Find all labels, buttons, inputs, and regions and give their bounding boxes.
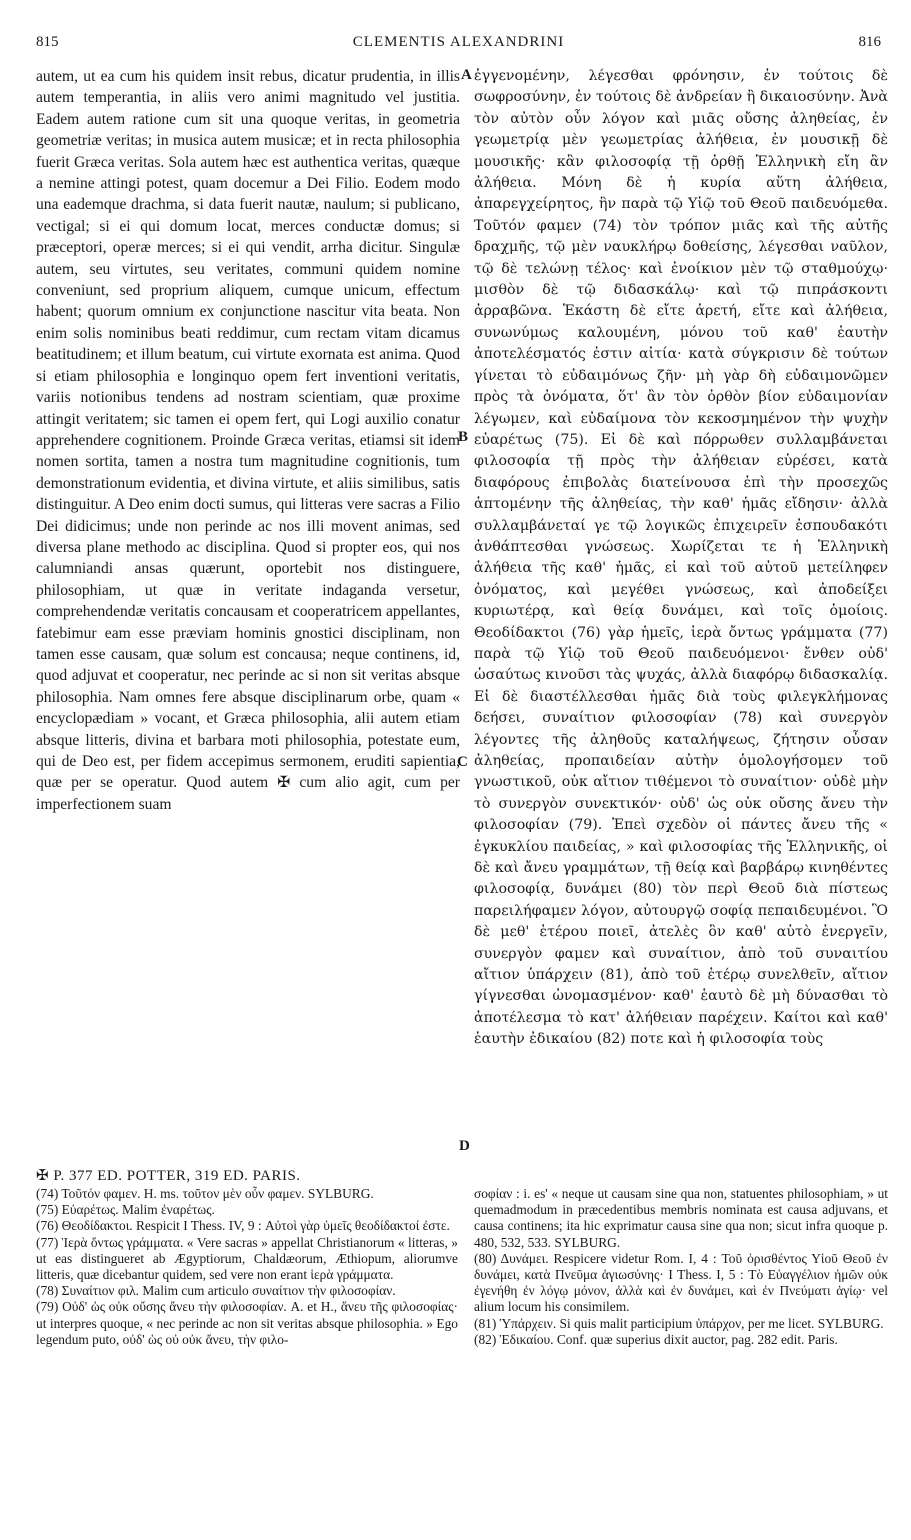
- greek-column: [474, 66, 888, 1051]
- margin-letter-b: B: [458, 429, 469, 445]
- right-page-number: 816: [858, 34, 881, 50]
- footnote: σοφίαν : i. es' « neque ut causam sine qua non, statuentes philosophiam, » ut quemadmodum in præcedentibus membris nominata est causa adjuvans, et causa continens; ita hic exprimatur causa sine qua non; sicut infra quoque p. 480, 532, 533. SYLBURG.: [474, 1186, 888, 1250]
- running-title: CLEMENTIS ALEXANDRINI: [352, 34, 565, 50]
- latin-paragraph: autem, ut ea cum his quidem insit rebus, dicatur prudentia, in illis autem temperantia, in aliis vero animi magnitudo vel justitia. Eadem autem ratione cum sit una quoque veritas, in geometria geometriæ veritas; in musica autem musicæ; et in recta philosophia fuerit Græca veritas. Sola autem hæc est authentica veritas, quæque a nemine attingi potest, quam docemur a Dei Filio. Eodem modo una eademque drachma, si data fuerit nautæ, naulum; si publicano, vectigal; si ei qui domum locat, merces conductæ domus; si præceptori, operæ merces; si ei qui vendit, arrha dicitur. Singulæ autem, seu virtutes, seu veritates, communi quidem nomine conveniunt, sed proprium aliquem, cumque unicum, effectum habent; quorum omnium ex conjunctione nascitur vita beata. Non enim solis nominibus beati reddimur, cum rectam vitam dicamus beatitudinem; et illum beatum, cui virtute exornata est anima. Quod si etiam philosophia e longinquo opem fert inventioni veritatis, variis notionibus tendens ad nostram scientiam, quæ proxime attingit veritatem; sic tamen ei opem fert, qui Logi auxilio conatur apprehendere cognitionem. Proinde Græca veritas, etiamsi sit idem nomen sortita, tamen a nostra tum magnitudine cognitionis, tum demonstrationum evidentia, et divina virtute, et aliis similibus, satis distinguitur. A Deo enim docti sumus, qui litteras vere sacras a Filio Dei didicimus; unde non perinde ac nos illi movent animas, sed diversa plane methodo ac disciplina. Quod si propter eos, qui nos calumniandi ansas quærunt, oportebit nos distinguere, philosophiam, ut quæ in veritate indaganda versetur, comprehendendæ veritatis concausam et cooperatricem appellantes, fatebimur eam esse præviam hominis gnostici disciplinam, non tamen esse causam, quæ solum est concausa; neque continens, id, quod adjuvat et cooperatur, nec perinde ac si non sit veritas absque philosophia. Nam omnes fere absque disciplinarum orbe, quam « encyclopædiam » vocant, et Græca philosophia, alii autem etiam absque litteris, divina et barbara moti philosophia, potestate eum, qui de Deo est, per fidem accepimus sermonem, eruditi sapientia, quæ per se operatur. Quod autem ✠ cum alio agit, cum per imperfectionem suam: [36, 68, 460, 813]
- latin-column: [36, 66, 460, 815]
- left-page-number: 815: [36, 34, 59, 50]
- footnotes-left: [36, 1186, 458, 1348]
- footnote: (81) Ὑπάρχειν. Si quis malit participium ὑπάρχον, per me licet. SYLBURG.: [474, 1315, 884, 1331]
- margin-letter-c: C: [457, 754, 468, 770]
- footnote: (82) Ἐδικαίου. Conf. quæ superius dixit auctor, pag. 282 edit. Paris.: [474, 1331, 838, 1347]
- margin-letter-d: D: [459, 1138, 470, 1154]
- greek-paragraph: ἐγγενομένην, λέγεσθαι φρόνησιν, ἐν τούτοις δὲ σωφροσύνην, ἐν τούτοις δὲ ἀνδρείαν ἢ δικαιοσύνην. Ἀνὰ τὸν αὐτὸν οὖν λόγον καὶ μιᾶς οὔσης ἀληθείας, ἐν γεωμετρίᾳ μὲν γεωμετρίας ἀλήθεια, ἐν μουσικῇ δὲ μουσικῆς· κἂν φιλοσοφίᾳ τῇ ὀρθῇ Ἑλληνικὴ εἴη ἂν ἀλήθεια. Μόνη δὲ ἡ κυρία αὕτη ἀλήθεια, ἀπαρεγχείρητος, ἣν παρὰ τῷ Υἱῷ τοῦ Θεοῦ παιδευόμεθα. Τοῦτόν φαμεν (74) τὸν τρόπον μιᾶς καὶ τῆς αὐτῆς δραχμῆς, τῷ μὲν ναυκλήρῳ δοθείσης, λέγεσθαι ναῦλον, τῷ δὲ τελώνῃ τέλος· καὶ ἐνοίκιον μὲν τῷ σταθμούχῳ· μισθὸν δὲ τῷ διδασκάλῳ· καὶ τῷ πιπράσκοντι ἀρραβῶνα. Ἑκάστη δὲ εἴτε ἀρετή, εἴτε καὶ ἀλήθεια, συνωνύμως καλουμένη, μόνου τοῦ καθ' ἑαυτὴν ἀποτελέσματός ἐστιν αἰτία· κατὰ σύγκρισιν δὲ τούτων γίνεται τὸ εὐδαιμόνως ζῆν· μὴ γὰρ δὴ εὐδαιμονῶμεν πρὸς τὰ ὀνόματα, ὅτ' ἂν τὸν ὀρθὸν βίον εὐδαιμονίαν λέγωμεν, καὶ εὐδαίμονα τὸν κεκοσμημένον τὴν ψυχὴν εὐαρέτως (75). Εἰ δὲ καὶ πόρρωθεν συλλαμβάνεται φιλοσοφία τῇ πρὸς τὴν ἀλήθειαν εὑρέσει, κατὰ διαφόρους ἐπιβολὰς διατείνουσα ἐπὶ τὴν προσεχῶς ἁπτομένην τῆς ἀληθείας, τὴν καθ' ἡμᾶς εἴδησιν· ἀλλὰ συλλαμβάνεταί γε τῷ λογικῶς ἐπιχειρεῖν ἐσπουδακότι ἀνθάπτεσθαι γνώσεως. Χωρίζεται τε ἡ Ἑλληνικὴ ἀλήθεια τῆς καθ' ἡμᾶς, εἰ καὶ τοῦ αὐτοῦ μετείληφεν ὀνόματος, καὶ μεγέθει γνώσεως, καὶ ἀποδείξει κυριωτέρᾳ, καὶ θείᾳ δυνάμει, καὶ τοῖς ὁμοίοις. Θεοδίδακτοι (76) γὰρ ἡμεῖς, ἱερὰ ὄντως γράμματα (77) παρὰ τῷ Υἱῷ τοῦ Θεοῦ παιδευόμενοι· ἔνθεν οὐδ' ὡσαύτως κινοῦσι τὰς ψυχάς, ἀλλὰ διαφόρῳ διδασκαλίᾳ. Εἰ δὲ διαστέλλεσθαι ἡμᾶς διὰ τοὺς φιλεγκλήμονας δεήσει, συναίτιον φιλοσοφίαν (78) καὶ συνεργὸν λέγοντες τῆς ἀληθοῦς καταλήψεως, ζήτησιν οὖσαν ἀληθείας, προπαιδείαν αὐτὴν ὁμολογήσομεν τοῦ γνωστικοῦ, οὐκ αἴτιον τιθέμενοι τὸ συναίτιον· οὐδὲ μὴν τὸ συνεργὸν συνεκτικόν· οὐδ' ὡς οὐκ οὔσης ἄνευ τὴν φιλοσοφίαν (79). Ἐπεὶ σχεδὸν οἱ πάντες ἄνευ τῆς « ἐγκυκλίου παιδείας, » καὶ φιλοσοφίας τῆς Ἑλληνικῆς, οἱ δὲ καὶ ἄνευ γραμμάτων, τῇ θείᾳ καὶ βαρβάρῳ κινηθέντες φιλοσοφίᾳ, δυνάμει (80) τὸν περὶ Θεοῦ διὰ πίστεως παρειλήφαμεν λόγον, αὐτουργῷ σοφίᾳ πεπαιδευμένοι. Ὃ δὲ μεθ' ἑτέρου ποιεῖ, ἀτελὲς ὂν καθ' αὑτὸ ἐνεργεῖν, συνεργὸν φαμεν καὶ συναίτιον, ἀπὸ τοῦ συναιτίου αἴτιον ὑπάρχειν (81), ἀπὸ τοῦ ἑτέρῳ συνελθεῖν, αἴτιον γίγνεσθαι ὠνομασμένον· καθ' ἑαυτὸ δὲ μὴ δύνασθαι τὸ ἀποτέλεσμα τὸ κατ' ἀλήθειαν παρέχειν. Καίτοι καὶ καθ' ἑαυτὴν ἐδικαίου (82) ποτε καὶ ἡ φιλοσοφία τοὺς: [474, 68, 888, 1048]
- footnote: (79) Οὐδ' ὡς οὐκ οὔσης ἄνευ τὴν φιλοσοφίαν. A. et H., ἄνευ τῆς φιλοσοφίας· ut interpres quoque, « nec perinde ac non sit veritas absque philosophia. » Ego legendum puto, οὐδ' ὡς οὐ οὐκ ἄνευ, τὴν φιλο-: [36, 1299, 458, 1347]
- footnote: (78) Συναίτιον φιλ. Malim cum articulo συναίτιον τὴν φιλοσοφίαν.: [36, 1283, 396, 1299]
- margin-letter-a: A: [461, 67, 472, 83]
- footnotes-right: [474, 1186, 888, 1348]
- footnote: (76) Θεοδίδακτοι. Respicit I Thess. IV, 9 : Αὐτοὶ γὰρ ὑμεῖς θεοδίδακτοί ἐστε.: [36, 1218, 450, 1234]
- footnote: (74) Τοῦτόν φαμεν. H. ms. τοῦτον μὲν οὖν φαμεν. SYLBURG.: [36, 1186, 374, 1201]
- footnote: (80) Δυνάμει. Respicere videtur Rom. I, 4 : Τοῦ ὁρισθέντος Υἱοῦ Θεοῦ ἐν δυνάμει, κατὰ Πνεῦμα ἁγιωσύνης· I Thess. I, 5 : Τὸ Εὐαγγέλιον ἡμῶν οὐκ ἐγενήθη ἐν λόγῳ μόνον, ἀλλὰ καὶ ἐν δυνάμει, καὶ ἐν Πνεύματι ἁγίῳ· vel alium locum his consimilem.: [474, 1250, 888, 1315]
- edition-reference: ✠ P. 377 ED. POTTER, 319 ED. PARIS.: [36, 1168, 301, 1184]
- footnote: (77) Ἱερὰ ὄντως γράμματα. « Vere sacras » appellat Christianorum « litteras, » ut eas distingueret ab Ægyptiorum, Chaldæorum, Æthiopum, aliorumve litteris, quæ dicebantur quidem, sed vere non erant ἱερὰ γράμματα.: [36, 1234, 458, 1283]
- footnote: (75) Εὐαρέτως. Malim ἐναρέτως.: [36, 1202, 215, 1218]
- page-header: [36, 34, 881, 54]
